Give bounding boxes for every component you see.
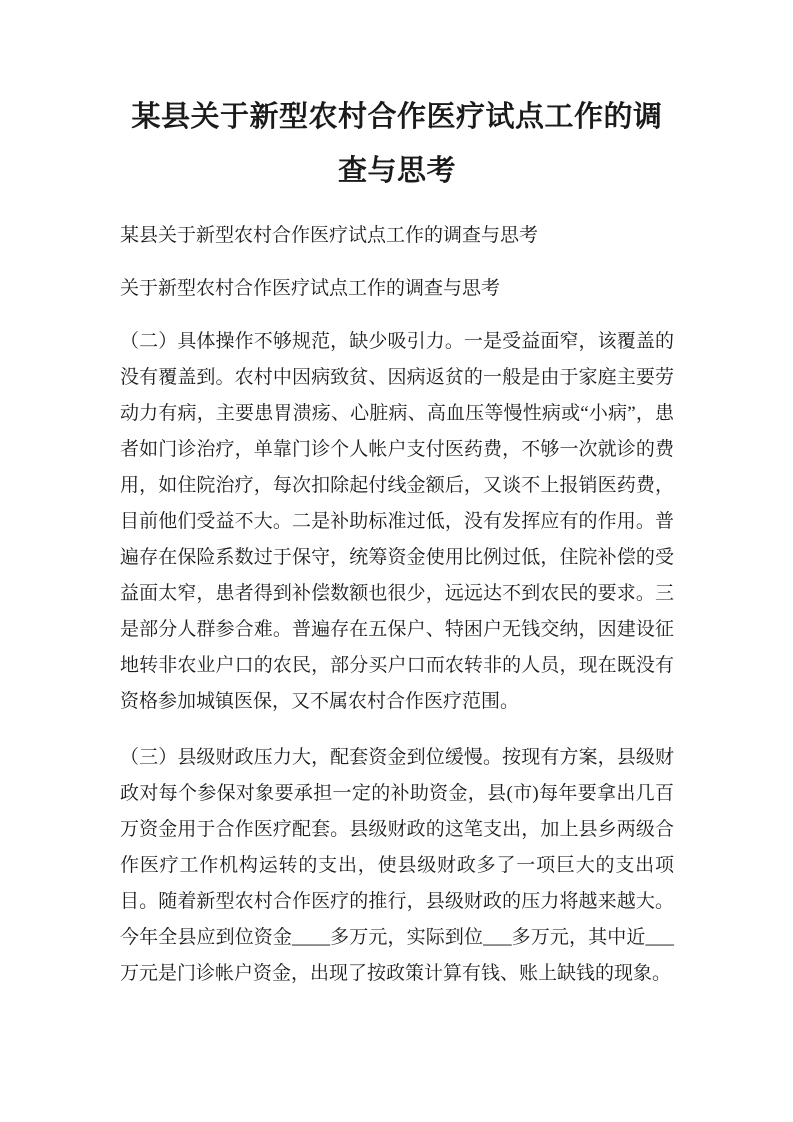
document-subtitle-2: 关于新型农村合作医疗试点工作的调查与思考 — [120, 278, 501, 299]
document-title-line-2: 查与思考 — [337, 155, 456, 187]
document-title — [120, 90, 674, 198]
document-title-line-1: 某县关于新型农村合作医疗试点工作的调 — [131, 101, 663, 133]
paragraph-section-2: （二）具体操作不够规范，缺少吸引力。一是受益面窄，该覆盖的没有覆盖到。农村中因病致贫、因病返贫的一般是由于家庭主要劳动力有病，主要患胃溃疡、心脏病、高血压等慢性病或“小病”，患者如门诊治疗，单靠门诊个人帐户支付医药费，不够一次就诊的费用，如住院治疗，每次扣除起付线金额后，又谈不上报销医药费，目前他们受益不大。二是补助标准过低，没有发挥应有的作用。普遍存在保险系数过于保守，统筹资金使用比例过低，住院补偿的受益面太窄，患者得到补偿数额也很少，远远达不到农民的要求。三是部分人群参合难。普遍存在五保户、特困户无钱交纳，因建设征地转非农业户口的农民，部分买户口而农转非的人员，现在既没有资格参加城镇医保，又不属农村合作医疗范围。 — [120, 331, 674, 712]
document-subtitle-1: 某县关于新型农村合作医疗试点工作的调查与思考 — [120, 225, 539, 246]
paragraph-section-3: （三）县级财政压力大，配套资金到位缓慢。按现有方案，县级财政对每个参保对象要承担一定的补助资金，县(市)每年要拿出几百万资金用于合作医疗配套。县级财政的这笔支出，加上县乡两级合作医疗工作机构运转的支出，使县级财政多了一项巨大的支出项目。随着新型农村合作医疗的推行，县级财政的压力将越来越大。今年全县应到位资金____多万元，实际到位___多万元，其中近___万元是门诊帐户资金，出现了按政策计算有钱、账上缺钱的现象。 — [120, 747, 674, 984]
